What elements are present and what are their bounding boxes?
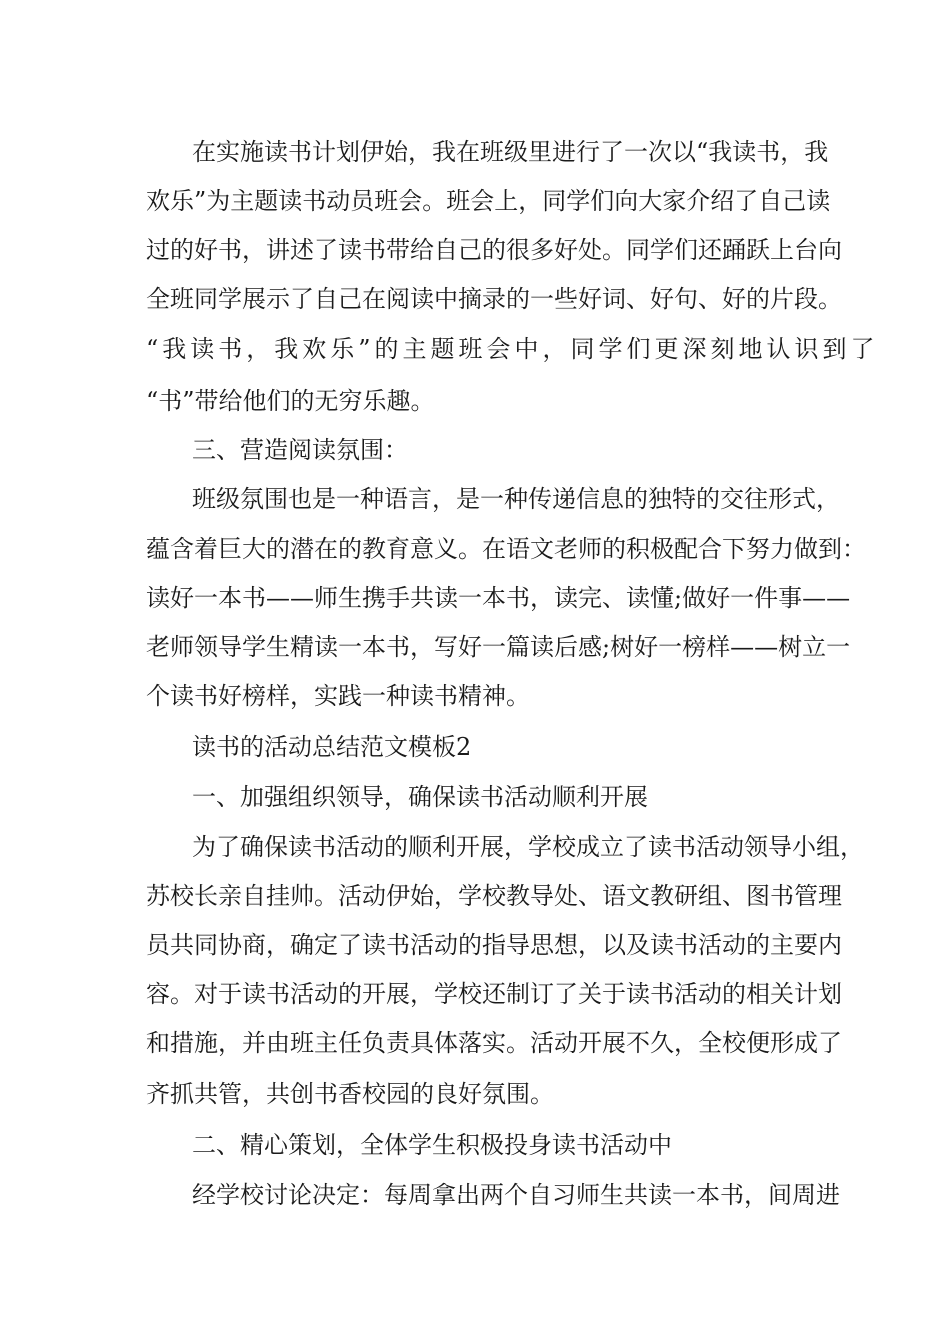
text-line-content: 和措施，并由班主任负责具体落实。活动开展不久，全校便形成了 xyxy=(146,1029,842,1057)
text-line xyxy=(0,676,950,716)
text-line xyxy=(0,578,950,618)
text-line-content: 蕴含着巨大的潜在的教育意义。在语文老师的积极配合下努力做到： xyxy=(146,535,866,563)
section-heading xyxy=(0,1125,950,1165)
text-line xyxy=(0,381,950,421)
document-title xyxy=(0,727,950,767)
section-heading xyxy=(0,430,950,470)
text-line-content: 全班同学展示了自己在阅读中摘录的一些好词、好句、好的片段。 xyxy=(146,285,842,313)
text-line-content: 过的好书，讲述了读书带给自己的很多好处。同学们还踊跃上台向 xyxy=(146,236,842,264)
text-line xyxy=(0,925,950,965)
section-heading-text: 三、营造阅读氛围： xyxy=(192,436,408,464)
text-line xyxy=(0,1023,950,1063)
text-line-content: 读好一本书——师生携手共读一本书，读完、读懂;做好一件事—— xyxy=(146,584,851,612)
text-line-content: 个读书好榜样，实践一种读书精神。 xyxy=(146,682,530,710)
text-line xyxy=(0,827,950,867)
text-line xyxy=(0,974,950,1014)
text-line-content: 为了确保读书活动的顺利开展，学校成立了读书活动领导小组， xyxy=(192,833,864,861)
text-line xyxy=(0,479,950,519)
text-line xyxy=(0,627,950,667)
text-line-content: “我读书，我欢乐”的主题班会中，同学们更深刻地认识到了 xyxy=(146,335,879,363)
text-line-content: 齐抓共管，共创书香校园的良好氛围。 xyxy=(146,1080,554,1108)
section-heading-text: 二、精心策划，全体学生积极投身读书活动中 xyxy=(192,1131,672,1159)
text-line xyxy=(0,279,950,319)
section-heading-text: 一、加强组织领导，确保读书活动顺利开展 xyxy=(192,783,648,811)
text-line-content: 经学校讨论决定：每周拿出两个自习师生共读一本书，间周进 xyxy=(192,1181,840,1209)
text-line xyxy=(0,181,950,221)
text-line xyxy=(0,529,950,569)
section-heading xyxy=(0,777,950,817)
text-line xyxy=(0,329,950,369)
text-line-content: 苏校长亲自挂帅。活动伊始，学校教导处、语文教研组、图书管理 xyxy=(146,882,842,910)
text-line xyxy=(0,132,950,172)
text-line xyxy=(0,230,950,270)
document-title-text: 读书的活动总结范文模板2 xyxy=(192,733,472,761)
text-line-content: 在实施读书计划伊始，我在班级里进行了一次以“我读书，我 xyxy=(192,138,829,166)
text-line-content: 老师领导学生精读一本书，写好一篇读后感;树好一榜样——树立一 xyxy=(146,633,851,661)
text-line xyxy=(0,1074,950,1114)
text-line xyxy=(0,1175,950,1215)
text-line-content: 员共同协商，确定了读书活动的指导思想，以及读书活动的主要内 xyxy=(146,931,842,959)
text-line xyxy=(0,876,950,916)
text-line-content: “书”带给他们的无穷乐趣。 xyxy=(146,387,435,415)
text-line-content: 欢乐”为主题读书动员班会。班会上，同学们向大家介绍了自己读 xyxy=(146,187,831,215)
text-line-content: 容。对于读书活动的开展，学校还制订了关于读书活动的相关计划 xyxy=(146,980,842,1008)
text-line-content: 班级氛围也是一种语言，是一种传递信息的独特的交往形式， xyxy=(192,485,840,513)
